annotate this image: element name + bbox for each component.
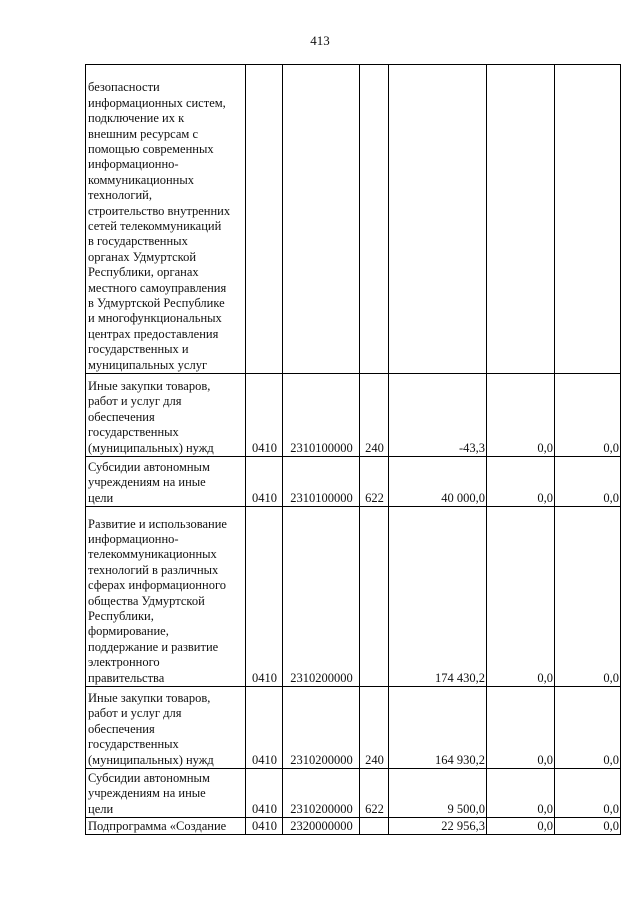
row-description: Субсидии автономным учреждениям на иные цели: [86, 769, 246, 818]
row-description: Развитие и использование информационно- телекоммуникационных технологий в различных сферах информационного общества Удмуртской Республики, формирование, поддержание и развитие электронного правительства: [86, 507, 246, 687]
amount-2: 0,0: [487, 769, 555, 818]
target-article-code: 2310200000: [283, 769, 360, 818]
amount-3: 0,0: [555, 769, 621, 818]
section-code: [246, 65, 283, 374]
amount-1: [389, 65, 487, 374]
amount-1: -43,3: [389, 374, 487, 457]
amount-3: 0,0: [555, 687, 621, 769]
section-code: 0410: [246, 507, 283, 687]
table-row: [86, 65, 621, 374]
section-code: 0410: [246, 687, 283, 769]
amount-1: 164 930,2: [389, 687, 487, 769]
amount-3: [555, 65, 621, 374]
row-description: Иные закупки товаров, работ и услуг для обеспечения государственных (муниципальных) нужд: [86, 374, 246, 457]
amount-2: 0,0: [487, 457, 555, 507]
row-description: безопасности информационных систем, подключение их к внешним ресурсам с помощью современных информационно- коммуникационных технологий, строительство внутренних сетей телекоммуникаций в государственных органах Удмуртской Республики, органах местного самоуправления в Удмуртской Республике и многофункциональных центрах предоставления государственных и муниципальных услуг: [86, 65, 246, 374]
amount-2: 0,0: [487, 687, 555, 769]
amount-3: 0,0: [555, 818, 621, 835]
amount-3: 0,0: [555, 457, 621, 507]
section-code: 0410: [246, 818, 283, 835]
table-row: [86, 374, 621, 457]
target-article-code: 2310200000: [283, 687, 360, 769]
row-description: Подпрограмма «Создание: [86, 818, 246, 835]
budget-table: [85, 64, 621, 835]
expense-type-code: 622: [360, 457, 389, 507]
expense-type-code: 240: [360, 687, 389, 769]
amount-3: 0,0: [555, 374, 621, 457]
expense-type-code: [360, 65, 389, 374]
amount-1: 22 956,3: [389, 818, 487, 835]
row-description: Иные закупки товаров, работ и услуг для обеспечения государственных (муниципальных) нужд: [86, 687, 246, 769]
amount-1: 9 500,0: [389, 769, 487, 818]
target-article-code: [283, 65, 360, 374]
target-article-code: 2310100000: [283, 457, 360, 507]
amount-2: 0,0: [487, 374, 555, 457]
expense-type-code: 240: [360, 374, 389, 457]
amount-2: [487, 65, 555, 374]
page-number: 413: [310, 33, 330, 48]
amount-2: 0,0: [487, 818, 555, 835]
amount-1: 174 430,2: [389, 507, 487, 687]
table-row: [86, 507, 621, 687]
expense-type-code: 622: [360, 769, 389, 818]
amount-2: 0,0: [487, 507, 555, 687]
section-code: 0410: [246, 457, 283, 507]
amount-1: 40 000,0: [389, 457, 487, 507]
amount-3: 0,0: [555, 507, 621, 687]
expense-type-code: [360, 818, 389, 835]
section-code: 0410: [246, 769, 283, 818]
table-row: [86, 457, 621, 507]
section-code: 0410: [246, 374, 283, 457]
target-article-code: 2310100000: [283, 374, 360, 457]
row-description: Субсидии автономным учреждениям на иные цели: [86, 457, 246, 507]
target-article-code: 2320000000: [283, 818, 360, 835]
expense-type-code: [360, 507, 389, 687]
table-row: [86, 769, 621, 818]
target-article-code: 2310200000: [283, 507, 360, 687]
table-row: [86, 818, 621, 835]
table-row: [86, 687, 621, 769]
